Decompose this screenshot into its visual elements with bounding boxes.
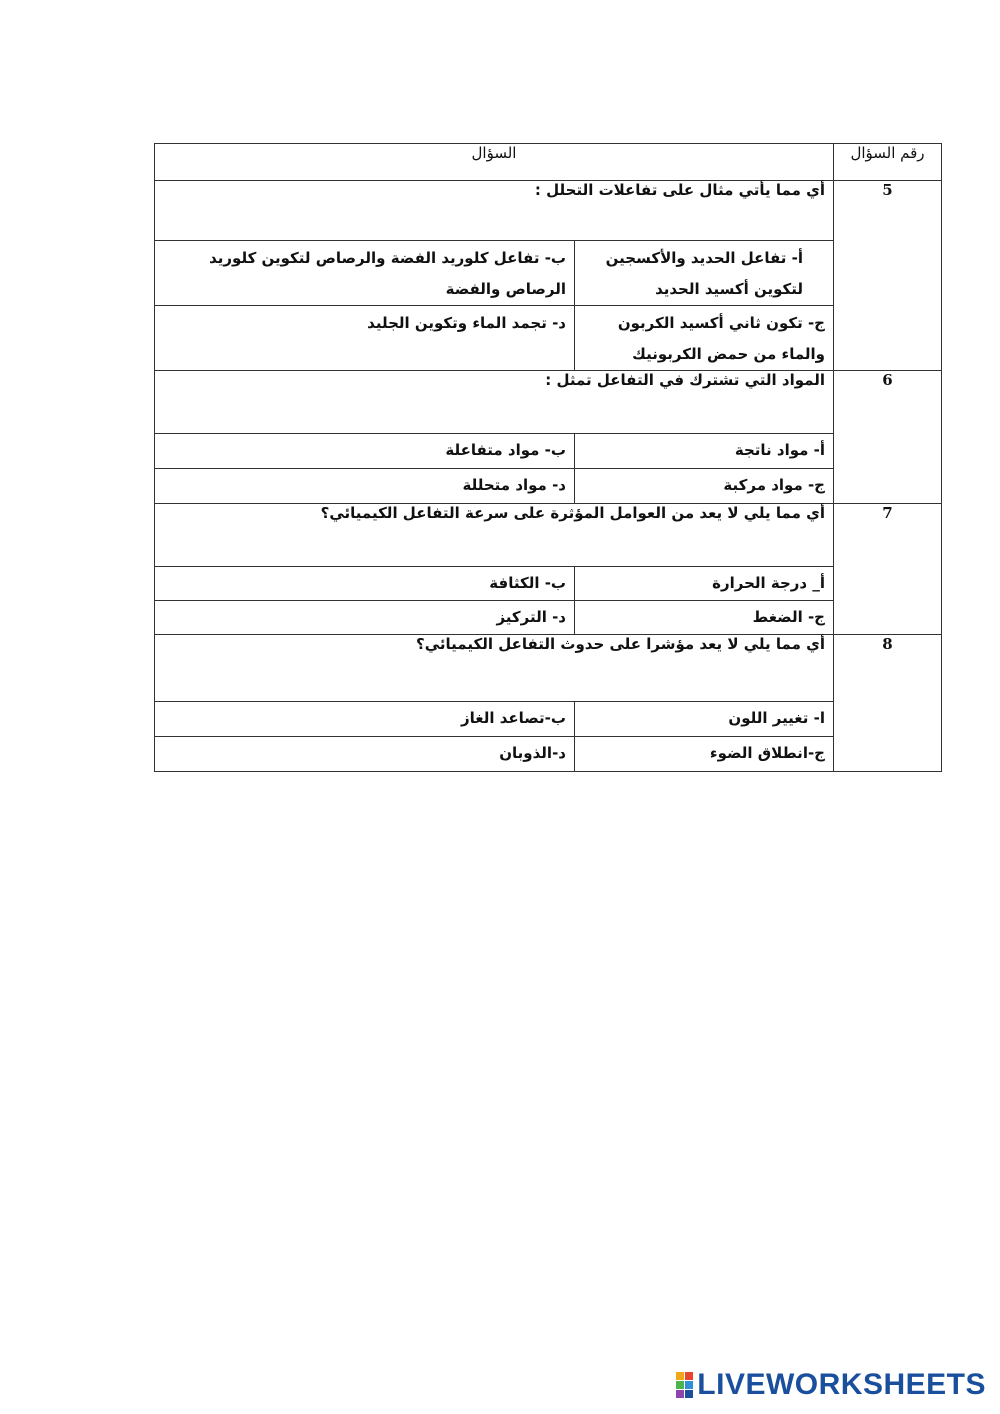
option-b[interactable]: ب- تفاعل كلوريد الفضة والرصاص لتكوين كلوريد الرصاص والفضة — [155, 241, 575, 306]
question-row — [155, 635, 942, 702]
option-d[interactable]: د- تجمد الماء وتكوين الجليد — [155, 306, 575, 371]
options-row — [155, 601, 942, 635]
question-number: 8 — [834, 635, 942, 772]
option-d[interactable]: د-الذوبان — [155, 737, 575, 772]
option-c[interactable]: ج- مواد مركبة — [575, 469, 834, 504]
question-text: المواد التي تشترك في التفاعل تمثل : — [155, 371, 834, 434]
brand-name: LIVEWORKSHEETS — [697, 1368, 986, 1401]
header-row — [155, 144, 942, 181]
header-question: السؤال — [155, 144, 834, 181]
option-b[interactable]: ب-تصاعد الغاز — [155, 702, 575, 737]
option-b[interactable]: ب- مواد متفاعلة — [155, 434, 575, 469]
options-row — [155, 306, 942, 371]
options-row — [155, 737, 942, 772]
question-number: 5 — [834, 181, 942, 371]
question-text: أي مما يأتي مثال على تفاعلات التحلل : — [155, 181, 834, 241]
option-a[interactable]: ا- تغيير اللون — [575, 702, 834, 737]
option-c[interactable]: ج- الضغط — [575, 601, 834, 635]
option-a[interactable]: أ- تفاعل الحديد والأكسجين لتكوين أكسيد الحديد — [575, 241, 834, 306]
header-number: رقم السؤال — [834, 144, 942, 181]
quiz-table — [154, 143, 942, 772]
options-row — [155, 702, 942, 737]
option-d[interactable]: د- التركيز — [155, 601, 575, 635]
question-row — [155, 504, 942, 567]
options-row — [155, 567, 942, 601]
question-text: أي مما يلي لا يعد من العوامل المؤثرة على سرعة التفاعل الكيميائي؟ — [155, 504, 834, 567]
option-c[interactable]: ج- تكون ثاني أكسيد الكربون والماء من حمض الكربونيك — [575, 306, 834, 371]
option-a[interactable]: أ_ درجة الحرارة — [575, 567, 834, 601]
option-c[interactable]: ج-انطلاق الضوء — [575, 737, 834, 772]
question-number: 6 — [834, 371, 942, 504]
option-a[interactable]: أ- مواد ناتجة — [575, 434, 834, 469]
liveworksheets-logo-icon — [676, 1372, 693, 1398]
question-row — [155, 181, 942, 241]
question-text: أي مما يلي لا يعد مؤشرا على حدوث التفاعل الكيميائي؟ — [155, 635, 834, 702]
option-d[interactable]: د- مواد متحللة — [155, 469, 575, 504]
options-row — [155, 469, 942, 504]
options-row — [155, 434, 942, 469]
options-row — [155, 241, 942, 306]
option-b[interactable]: ب- الكثافة — [155, 567, 575, 601]
liveworksheets-logo[interactable] — [676, 1370, 986, 1400]
question-row — [155, 371, 942, 434]
question-number: 7 — [834, 504, 942, 635]
